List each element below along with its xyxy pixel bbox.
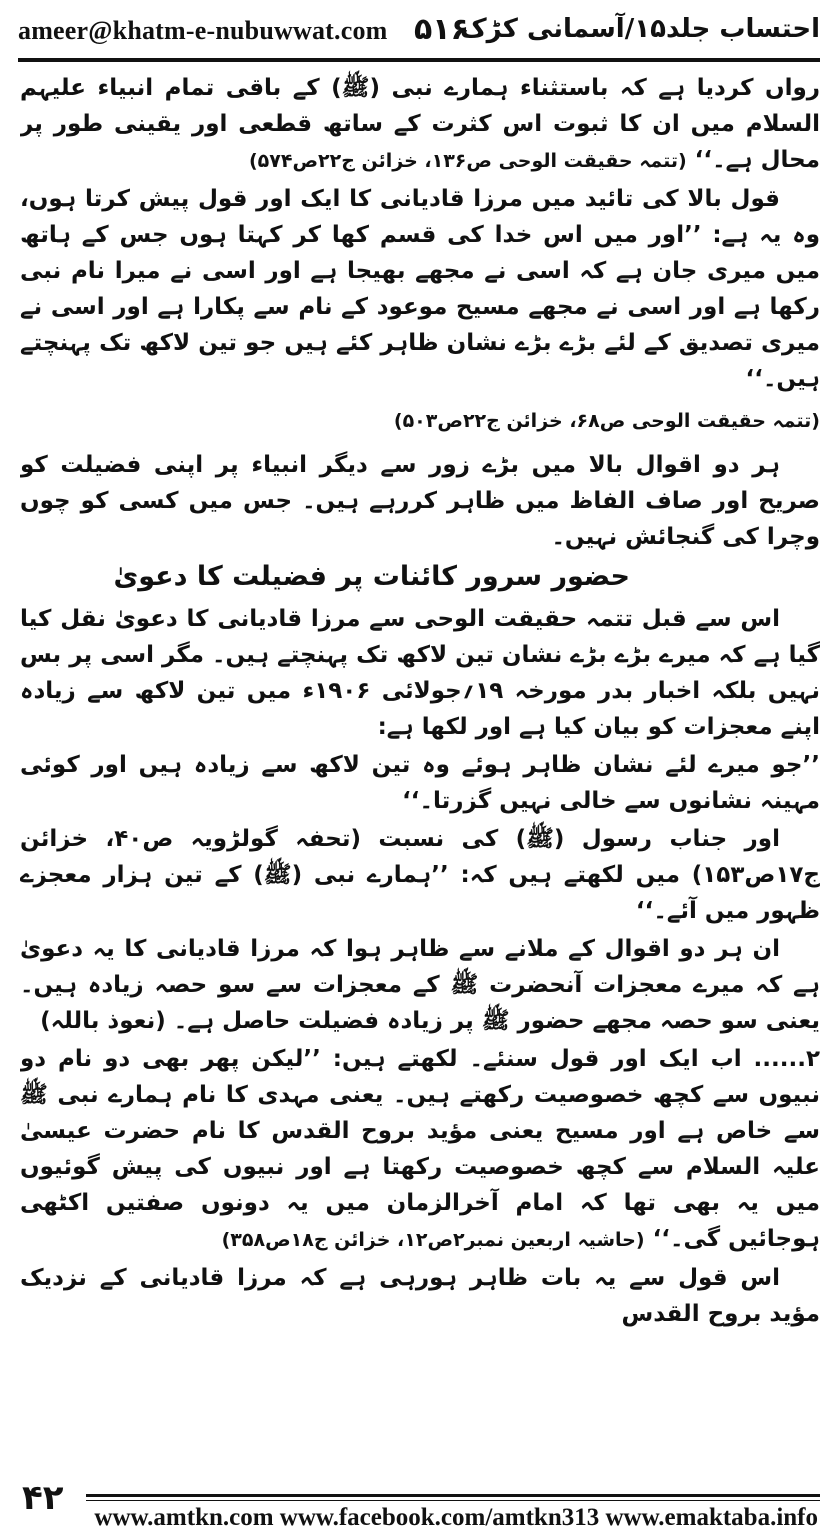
paragraph-8-text: ۲...... اب ایک اور قول سنئے۔ لکھتے ہیں: ’’لیکن پھر بھی دو نام دو نبیوں سے کچھ خصوصیت رکھتے ہیں۔ یعنی مہدی کا نام ہمارے نبی ﷺ سے خاص ہے اور مسیح یعنی مؤید بروح القدس کا نام حضرت عیسیٰ علیہ السلام سے کچھ خصوصیت رکھتا ہے اور نبیوں کی پیش گوئیوں میں یہ بھی تھا کہ امام آخرالزمان میں یہ دونوں صفتیں اکٹھی ہوجائیں گی۔‘‘: [20, 1046, 820, 1252]
paragraph-8: [20, 1041, 820, 1258]
paragraph-5-quote: ’’جو میرے لئے نشان ظاہر ہوئے وہ تین لاکھ سے زیادہ ہیں اور کوئی مہینہ نشانوں سے خالی نہیں گزرتا۔‘‘: [20, 752, 820, 814]
paragraph-3: ہر دو اقوال بالا میں بڑے زور سے دیگر انبیاء پر اپنی فضیلت کو صریح اور صاف الفاظ میں ظاہر کررہے ہیں۔ جس میں کسی کو چوں وچرا کی گنجائش نہیں۔: [20, 452, 820, 550]
header-divider: [18, 58, 820, 62]
paragraph-2-reference: (تتمہ حقیقت الوحی ص۶۸، خزائن ج۲۲ص۵۰۳): [393, 410, 820, 432]
header-book-title: احتساب جلد۱۵/آسمانی کڑک: [459, 14, 820, 44]
paragraph-4: اس سے قبل تتمہ حقیقت الوحی سے مرزا قادیانی کا دعویٰ نقل کیا گیا ہے کہ میرے بڑے بڑے نشان تین لاکھ تک پہنچتے ہیں۔ مگر اسی پر بس نہیں بلکہ اخبار بدر مورخہ ۱۹؍جولائی ۱۹۰۶ء میں تین لاکھ سے زیادہ اپنے معجزات کو بیان کیا ہے اور لکھا ہے:: [20, 606, 820, 740]
page-footer: [0, 1478, 840, 1540]
paragraph-1: [20, 70, 820, 179]
page-header: [18, 10, 820, 54]
paragraph-1-text: رواں کردیا ہے کہ باستثناء ہمارے نبی (ﷺ) کے باقی تمام انبیاء علیہم السلام میں ان کا ثبوت اس کثرت کے ساتھ قطعی اور یقینی طور پر محال ہے۔‘‘: [20, 75, 820, 173]
footer-divider-thick: [86, 1494, 820, 1497]
header-email: ameer@khatm-e-nubuwwat.com: [18, 16, 388, 45]
paragraph-9: اس قول سے یہ بات ظاہر ہورہی ہے کہ مرزا قادیانی کے نزدیک مؤید بروح القدس: [20, 1265, 820, 1327]
header-page-number: ۵۱۶: [414, 12, 469, 47]
footer-divider-thin: [86, 1500, 820, 1501]
paragraph-6: اور جناب رسول (ﷺ) کی نسبت (تحفہ گولڑویہ ص۴۰، خزائن ج۱۷ص۱۵۳) میں لکھتے ہیں کہ: ’’ہمارے نبی (ﷺ) کے تین ہزار معجزے ظہور میں آئے۔‘‘: [20, 826, 820, 924]
footer-page-number: ۴۲: [22, 1478, 64, 1518]
paragraph-7: ان ہر دو اقوال کے ملانے سے ظاہر ہوا کہ مرزا قادیانی کا یہ دعویٰ ہے کہ میرے معجزات آنحضرت ﷺ کے معجزات سے سو حصہ زیادہ ہیں۔ یعنی سو حصہ مجھے حضور ﷺ پر زیادہ فضیلت حاصل ہے۔ (نعوذ باللہ): [20, 936, 820, 1034]
footer-website-links: www.amtkn.com www.facebook.com/amtkn313 www.emaktaba.info: [94, 1504, 818, 1531]
paragraph-2: قول بالا کی تائید میں مرزا قادیانی کا ایک اور قول پیش کرتا ہوں، وہ یہ ہے: ’’اور میں اس خدا کی قسم کھا کر کہتا ہوں جس کے ہاتھ میں میری جان ہے کہ اسی نے مجھے بھیجا ہے اور اسی نے میرا نام نبی رکھا ہے اور اسی نے مجھے مسیح موعود کے نام سے پکارا ہے اور اسی نے میری تصدیق کے لئے بڑے بڑے نشان ظاہر کئے ہیں جو تین لاکھ تک پہنچتے ہیں۔‘‘: [20, 186, 820, 392]
paragraph-8-reference: (حاشیہ اربعین نمبر۲ص۱۲، خزائن ج۱۸ص۳۵۸): [221, 1229, 645, 1251]
page-body: [20, 70, 820, 1460]
section-heading: حضور سرور کائنات پر فضیلت کا دعویٰ: [113, 561, 630, 592]
paragraph-1-reference: (تتمہ حقیقت الوحی ص۱۳۶، خزائن ج۲۲ص۵۷۴): [248, 150, 687, 172]
